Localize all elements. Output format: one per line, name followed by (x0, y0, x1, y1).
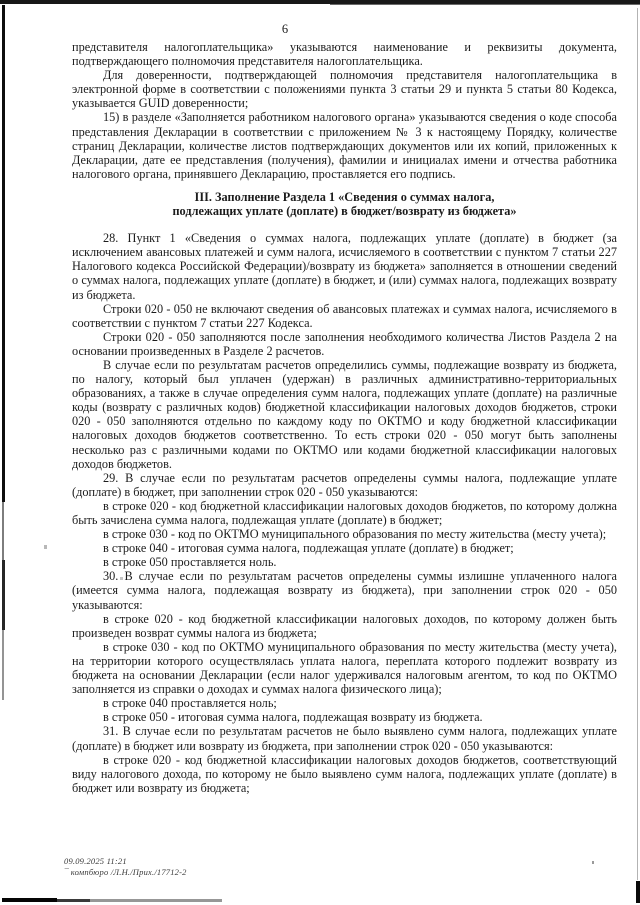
scan-speck (44, 545, 47, 549)
paragraph: 31. В случае если по результатам расчетов не было выявлено сумм налога, подлежащих уплате (доплате) в бюджет или возврату из бюджета, при заполнении строк 020 - 050 указываются: (72, 724, 617, 753)
scan-top-edge-line-thin (330, 4, 640, 5)
page-number: 6 (281, 22, 289, 36)
paragraph: в строке 030 - код по ОКТМО муниципального образования по месту жительства (месту учета); (103, 527, 607, 542)
paragraph: 28. Пункт 1 «Сведения о суммах налога, подлежащих уплате (доплате) в бюджет (за исключением авансовых платежей и сумм налога, исчисляемого в соответствии с пунктом 7 статьи 227 Налогового кодекса Российской Федерации)/возврату из бюджета» заполняется в отношении сведений о суммах налога, подлежащих уплате (доплате) в бюджет, и (или) суммах налога, подлежащих возврату из бюджета. (72, 231, 617, 302)
paragraph: представителя налогоплательщика» указываются наименование и реквизиты документа, подтверждающего полномочия представителя налогоплательщика. (72, 40, 617, 69)
paragraph: В случае если по результатам расчетов определились суммы, подлежащие возврату из бюджета, по налогу, который был уплачен (удержан) в различных административно-территориальных образованиях, а также в случае определения сумм налога, подлежащих уплате (доплате) на различные коды (возврату с различных кодов) бюджетной классификации налоговых доходов бюджетов, строки 020 - 050 заполняются отдельно по каждому коду по ОКТМО и коду бюджетной классификации налоговых доходов бюджетов соответственно. То есть строки 020 - 050 могут быть заполнены несколько раз с различными кодами по ОКТМО или кодами бюджетной классификации налоговых доходов бюджетов. (72, 357, 617, 471)
print-stamp-reference: ¯ компбюро /Л.Н./Прих./17712-2 (64, 866, 187, 877)
paragraph: Для доверенности, подтверждающей полномочия представителя налогоплательщика в электронной форме в соответствии с положениями пункта 3 статьи 29 и пункта 5 статьи 80 Кодекса, указывается GUID доверенности; (72, 68, 617, 111)
scan-bottom-bar-segment (2, 898, 57, 902)
scan-left-border-segment (2, 560, 5, 630)
scan-right-bottom-mark (636, 881, 640, 903)
paragraph: 15) в разделе «Заполняется работником налогового органа» указываются сведения о коде способа представления Декларации в соответствии с приложением № 3 к настоящему Порядку, количестве страниц Декларации, количестве листов подтверждающих документов или их копий, приложенных к Декларации, дате ее представления (получения), фамилии и инициалах имени и отчества работника налогового органа, принявшего Декларацию, проставляется его подпись. (72, 110, 617, 181)
paragraph: Строки 020 - 050 не включают сведения об авансовых платежах и суммах налога, исчисляемого в соответствии с пунктом 7 статьи 227 Кодекса. (72, 301, 617, 330)
scan-right-border-line (637, 8, 638, 880)
paragraph: в строке 050 - итоговая сумма налога, подлежащая возврату из бюджета. (103, 710, 483, 725)
scan-bottom-bar-segment (90, 899, 222, 902)
document-body (72, 40, 617, 795)
scan-left-border-segment (2, 5, 5, 502)
paragraph: в строке 030 - код по ОКТМО муниципального образования по месту жительства (месту учета), на территории которого осуществлялась уплата налога, переплата которого подлежит возврату из бюджета на основании Декларации (если налог удерживался налоговым агентом, то код по ОКТМО заполняется из справки о доходах и суммах налога физического лица); (72, 639, 617, 697)
section-heading-line: III. Заполнение Раздела 1 «Сведения о суммах налога, (194, 189, 495, 204)
paragraph: в строке 020 - код бюджетной классификации налоговых доходов бюджетов, по которому должна быть зачислена сумма налога, подлежащая уплате (доплате) в бюджет; (72, 498, 617, 527)
scan-left-border-segment (2, 630, 4, 700)
section-heading-line: подлежащих уплате (доплате) в бюджет/возврату из бюджета» (172, 204, 517, 219)
print-stamp-datetime: 09.09.2025 11:21 (64, 856, 127, 866)
paragraph: в строке 020 - код бюджетной классификации налоговых доходов, по которому должен быть произведен возврат суммы налога из бюджета; (72, 611, 617, 640)
paragraph: в строке 040 проставляется ноль; (103, 696, 277, 711)
scan-bottom-bar-segment (57, 899, 90, 902)
paragraph: в строке 040 - итоговая сумма налога, подлежащая уплате (доплате) в бюджет; (103, 541, 514, 556)
print-stamp (64, 856, 187, 877)
section-heading (72, 190, 617, 218)
paragraph: в строке 050 проставляется ноль. (103, 555, 277, 570)
paragraph: 29. В случае если по результатам расчетов определены суммы налога, подлежащие уплате (доплате) в бюджет, при заполнении строк 020 - 050 указываются: (72, 470, 617, 499)
paragraph: 30. В случае если по результатам расчетов определены суммы излишне уплаченного налога (имеется сумма налога, подлежащая возврату из бюджета), при заполнении строк 020 - 050 указываются: (72, 569, 617, 612)
scan-left-border-segment (2, 502, 4, 560)
paragraph: в строке 020 - код бюджетной классификации налоговых доходов бюджетов, соответствующий виду налогового дохода, по которому не было выявлено сумм налога, подлежащих уплате (доплате) в бюджет или возврату из бюджета; (72, 752, 617, 795)
paragraph: Строки 020 - 050 заполняются после заполнения необходимого количества Листов Раздела 2 на основании произведенных в Разделе 2 расчетов. (72, 329, 617, 358)
scan-speck (592, 861, 594, 864)
